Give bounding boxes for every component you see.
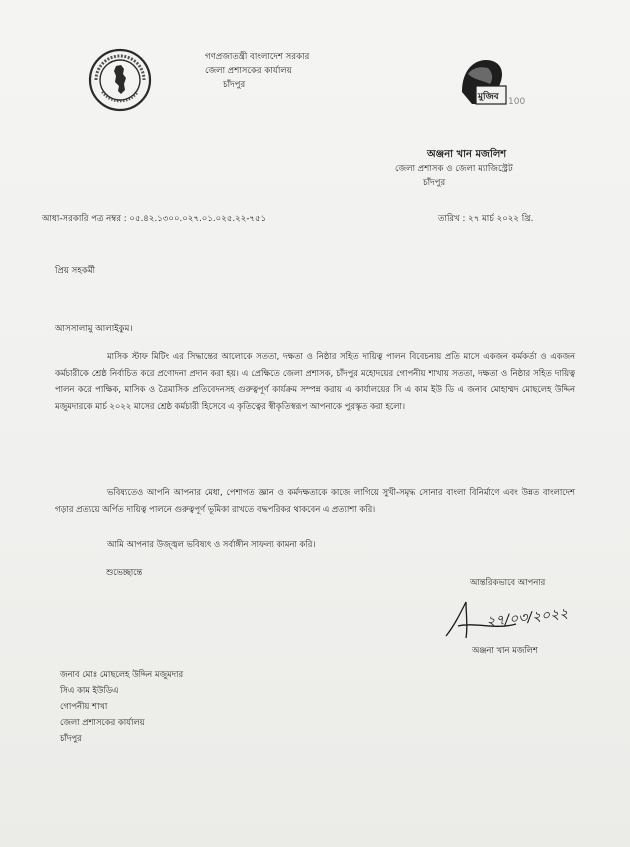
wish-line: আমি আপনার উজ্জ্বল ভবিষ্যৎ ও সর্বাঙ্গীন সাফল্য কামনা করি। — [107, 539, 316, 549]
handwritten-signature — [436, 596, 596, 646]
signer-name: অঞ্জনা খান মজলিশ — [472, 645, 538, 655]
header-office-name: জেলা প্রশাসকের কার্যালয় — [205, 66, 292, 76]
office-header — [205, 50, 385, 92]
salutation: প্রিয় সহকর্মী — [55, 266, 96, 276]
recipient-district: চাঁদপুর — [60, 733, 82, 743]
closing-line: আন্তরিকভাবে আপনার — [470, 577, 546, 587]
body-paragraph-2: ভবিষ্যতেও আপনি আপনার মেধা, পেশাগত জ্ঞান ও কর্মদক্ষতাকে কাজে লাগিয়ে সুখী-সমৃদ্ধ সোনার বাংলা বিনির্মাণে এবং উন্নত বাংলাদেশ গড়ার প্রত্যয়ে অর্পিত দায়িত্ব পালনে গুরুত্বপূর্ণ ভূমিকা রাখতে বদ্ধপরিকর থাকবেন এ প্রত্যাশা করি। — [55, 487, 575, 514]
recipient-designation: সিএ কাম ইউডিএ — [60, 685, 119, 695]
mujib-logo-number: 100 — [508, 97, 526, 107]
sender-location: চাঁদপুর — [423, 178, 446, 188]
mujib-100-logo-icon — [452, 52, 534, 114]
sender-block — [395, 148, 595, 190]
bangladesh-government-seal-icon — [88, 48, 152, 112]
recipient-name: জনাব মোঃ মোছলেহ উদ্দিন মজুমদার — [60, 669, 184, 679]
sender-name: অঞ্জনা খান মজলিশ — [427, 149, 507, 160]
signature-date: ২৭/০৩/২০২২ — [485, 605, 570, 631]
regards-line: শুভেচ্ছান্তে — [106, 567, 143, 577]
mujib-logo-text: মুজিব — [478, 92, 499, 102]
recipient-office: জেলা প্রশাসকের কার্যালয় — [60, 717, 145, 727]
letter-date: তারিখ : ২৭ মার্চ ২০২২ খ্রি. — [438, 214, 534, 224]
header-government-name: গণপ্রজাতন্ত্রী বাংলাদেশ সরকার — [205, 52, 310, 62]
recipient-section: গোপনীয় শাখা — [60, 701, 108, 711]
greeting: আসসালামু আলাইকুম। — [55, 324, 133, 334]
sender-title: জেলা প্রশাসক ও জেলা ম্যাজিস্ট্রেট — [395, 164, 513, 174]
body-paragraph-1: মাসিক স্টাফ মিটিং এর সিদ্ধান্তের আলোকে সততা, দক্ষতা ও নিষ্ঠার সহিত দায়িত্ব পালন বিবেচনায় প্রতি মাসে একজন কর্মকর্তা ও একজন কর্মচারীকে শ্রেষ্ঠ নির্বাচিত করে প্রণোদনা প্রদান করা হয়। এ প্রেক্ষিতে জেলা প্রশাসক, চাঁদপুর মহোদয়ের গোপনীয় শাখায় সততা, দক্ষতা ও নিষ্ঠার সহিত দায়িত্ব পালন করে পাক্ষিক, মাসিক ও ত্রৈমাসিক প্রতিবেদনসহ গুরুত্বপূর্ণ কার্যক্রম সম্পন্ন করায় এ কার্যালয়ের সি এ কাম ইউ ডি এ জনাব মোহাম্মদ মোছলেহ উদ্দিন মজুমদারকে মার্চ ২০২২ মাসের শ্রেষ্ঠ কর্মচারী হিসেবে এ কৃতিত্বের স্বীকৃতিস্বরূপ আপনাকে পুরস্কৃত করা হলো। — [55, 351, 575, 411]
header-district: চাঁদপুর — [223, 80, 246, 90]
recipient-block — [60, 666, 183, 746]
memo-number: আধা-সরকারি পত্র নম্বর : ০৫.৪২.১৩০০.০২৭.০১.০২৫.২২-৭৫১ — [42, 214, 267, 224]
